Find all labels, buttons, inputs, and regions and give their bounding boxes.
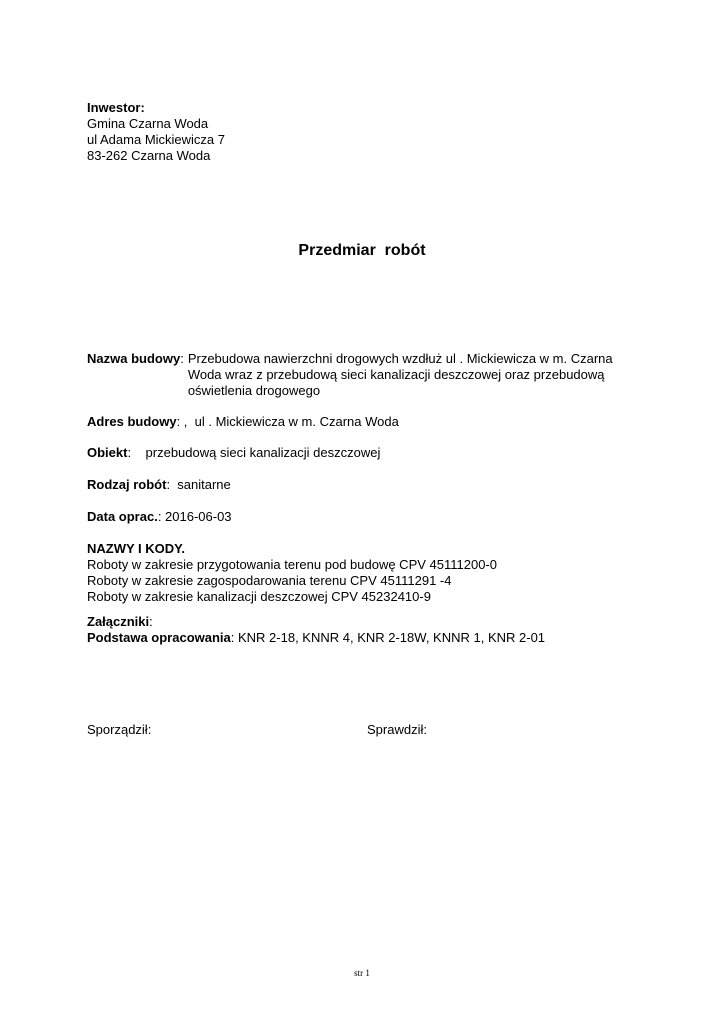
prepared-by-label: Sporządził:	[87, 722, 152, 737]
date-line	[87, 509, 232, 525]
building-name-separator: :	[180, 351, 184, 366]
address-line	[87, 414, 399, 430]
building-name-label: Nazwa budowy	[87, 351, 181, 366]
address-label: Adres budowy	[87, 414, 177, 429]
checked-by-label: Sprawdził:	[367, 722, 427, 737]
work-type-line	[87, 477, 231, 493]
code-item: Roboty w zakresie zagospodarowania terenu CPV 45111291 -4	[87, 573, 452, 588]
date-value: : 2016-06-03	[157, 509, 232, 524]
object-line	[87, 445, 380, 461]
address-value: : , ul . Mickiewicza w m. Czarna Woda	[176, 414, 399, 429]
building-name-line: Woda wraz z przebudową sieci kanalizacji deszczowej oraz przebudową	[187, 367, 605, 382]
code-item: Roboty w zakresie przygotowania terenu pod budowę CPV 45111200-0	[87, 557, 497, 572]
attachments-line	[87, 614, 545, 630]
attachments-block	[87, 614, 545, 646]
object-value: : przebudową sieci kanalizacji deszczowej	[127, 445, 381, 460]
investor-city: 83-262 Czarna Woda	[87, 148, 211, 163]
investor-name: Gmina Czarna Woda	[87, 116, 209, 131]
investor-block	[87, 100, 225, 164]
attachments-label: Załączniki	[87, 614, 150, 629]
codes-heading: NAZWY I KODY.	[87, 541, 185, 556]
codes-block	[87, 541, 497, 605]
date-label: Data oprac.	[87, 509, 158, 524]
work-type-label: Rodzaj robót	[87, 477, 167, 492]
building-name-value	[188, 351, 613, 399]
basis-value: : KNR 2-18, KNNR 4, KNR 2-18W, KNNR 1, KNR 2-01	[230, 630, 546, 645]
code-item: Roboty w zakresie kanalizacji deszczowej CPV 45232410-9	[87, 589, 431, 604]
investor-heading: Inwestor:	[87, 100, 145, 115]
work-type-value: : sanitarne	[166, 477, 231, 492]
building-name-line: oświetlenia drogowego	[187, 383, 321, 398]
building-name-line: Przebudowa nawierzchni drogowych wzdłuż ul . Mickiewicza w m. Czarna	[187, 351, 613, 366]
page-number: str 1	[354, 968, 370, 978]
attachments-value: :	[149, 614, 153, 629]
investor-street: ul Adama Mickiewicza 7	[87, 132, 225, 147]
object-label: Obiekt	[87, 445, 128, 460]
document-title: Przedmiar robót	[298, 242, 426, 259]
basis-label: Podstawa opracowania	[87, 630, 231, 645]
building-name-block	[87, 351, 647, 399]
basis-line	[87, 630, 545, 646]
